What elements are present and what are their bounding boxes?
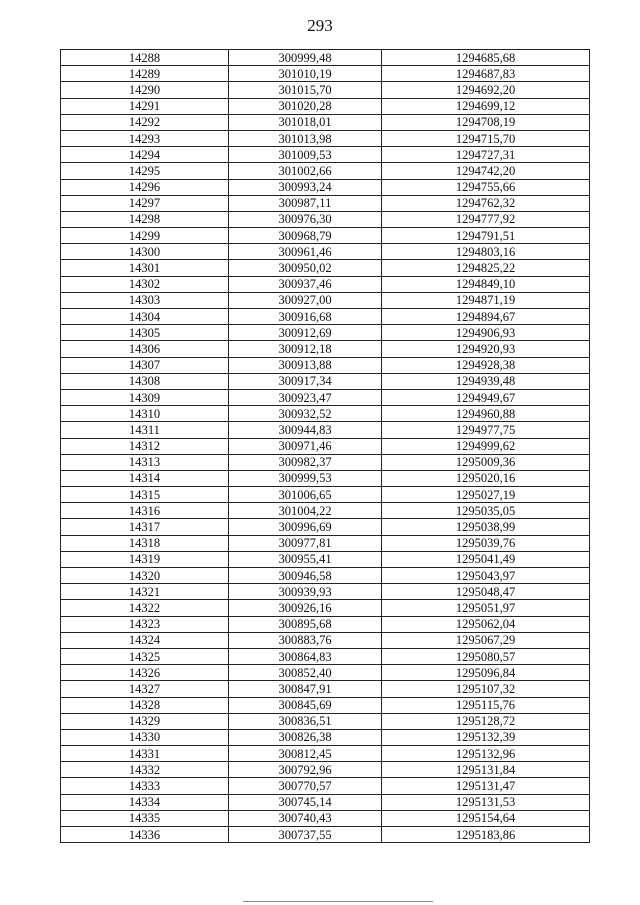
- table-row: [61, 66, 590, 82]
- table-row: [61, 373, 590, 389]
- x-coordinate-cell: 300939,93: [229, 584, 382, 600]
- point-number-cell: 14313: [61, 454, 229, 470]
- x-coordinate-cell: 300812,45: [229, 746, 382, 762]
- page-bottom-divider: [243, 901, 433, 902]
- x-coordinate-cell: 300999,53: [229, 470, 382, 486]
- table-row: [61, 454, 590, 470]
- table-row: [61, 616, 590, 632]
- x-coordinate-cell: 300883,76: [229, 632, 382, 648]
- x-coordinate-cell: 300937,46: [229, 276, 382, 292]
- y-coordinate-cell: 1295107,32: [382, 681, 590, 697]
- table-row: [61, 389, 590, 405]
- table-row: [61, 98, 590, 114]
- table-row: [61, 114, 590, 130]
- y-coordinate-cell: 1294803,16: [382, 244, 590, 260]
- x-coordinate-cell: 300999,48: [229, 50, 382, 66]
- x-coordinate-cell: 301004,22: [229, 503, 382, 519]
- point-number-cell: 14303: [61, 292, 229, 308]
- x-coordinate-cell: 300971,46: [229, 438, 382, 454]
- point-number-cell: 14304: [61, 309, 229, 325]
- table-row: [61, 827, 590, 843]
- point-number-cell: 14310: [61, 406, 229, 422]
- y-coordinate-cell: 1294685,68: [382, 50, 590, 66]
- point-number-cell: 14298: [61, 211, 229, 227]
- table-row: [61, 438, 590, 454]
- y-coordinate-cell: 1294687,83: [382, 66, 590, 82]
- x-coordinate-cell: 300976,30: [229, 211, 382, 227]
- x-coordinate-cell: 300946,58: [229, 568, 382, 584]
- x-coordinate-cell: 301015,70: [229, 82, 382, 98]
- point-number-cell: 14320: [61, 568, 229, 584]
- x-coordinate-cell: 300912,18: [229, 341, 382, 357]
- x-coordinate-cell: 301013,98: [229, 130, 382, 146]
- y-coordinate-cell: 1294755,66: [382, 179, 590, 195]
- x-coordinate-cell: 300913,88: [229, 357, 382, 373]
- y-coordinate-cell: 1294762,32: [382, 195, 590, 211]
- y-coordinate-cell: 1295043,97: [382, 568, 590, 584]
- y-coordinate-cell: 1294949,67: [382, 389, 590, 405]
- table-row: [61, 697, 590, 713]
- y-coordinate-cell: 1295131,47: [382, 778, 590, 794]
- point-number-cell: 14301: [61, 260, 229, 276]
- y-coordinate-cell: 1294999,62: [382, 438, 590, 454]
- table-row: [61, 179, 590, 195]
- y-coordinate-cell: 1295062,04: [382, 616, 590, 632]
- table-row: [61, 568, 590, 584]
- y-coordinate-cell: 1294777,92: [382, 211, 590, 227]
- y-coordinate-cell: 1294825,22: [382, 260, 590, 276]
- point-number-cell: 14329: [61, 713, 229, 729]
- table-row: [61, 276, 590, 292]
- x-coordinate-cell: 300996,69: [229, 519, 382, 535]
- y-coordinate-cell: 1294699,12: [382, 98, 590, 114]
- y-coordinate-cell: 1295051,97: [382, 600, 590, 616]
- x-coordinate-cell: 300864,83: [229, 648, 382, 664]
- table-row: [61, 82, 590, 98]
- point-number-cell: 14331: [61, 746, 229, 762]
- point-number-cell: 14325: [61, 648, 229, 664]
- y-coordinate-cell: 1294692,20: [382, 82, 590, 98]
- x-coordinate-cell: 301002,66: [229, 163, 382, 179]
- x-coordinate-cell: 300982,37: [229, 454, 382, 470]
- point-number-cell: 14297: [61, 195, 229, 211]
- table-row: [61, 341, 590, 357]
- y-coordinate-cell: 1294939,48: [382, 373, 590, 389]
- table-row: [61, 681, 590, 697]
- point-number-cell: 14289: [61, 66, 229, 82]
- x-coordinate-cell: 300770,57: [229, 778, 382, 794]
- y-coordinate-cell: 1294871,19: [382, 292, 590, 308]
- y-coordinate-cell: 1294920,93: [382, 341, 590, 357]
- table-row: [61, 632, 590, 648]
- table-row: [61, 260, 590, 276]
- y-coordinate-cell: 1295183,86: [382, 827, 590, 843]
- table-row: [61, 357, 590, 373]
- x-coordinate-cell: 300944,83: [229, 422, 382, 438]
- y-coordinate-cell: 1294977,75: [382, 422, 590, 438]
- point-number-cell: 14321: [61, 584, 229, 600]
- y-coordinate-cell: 1294727,31: [382, 147, 590, 163]
- table-row: [61, 130, 590, 146]
- point-number-cell: 14294: [61, 147, 229, 163]
- point-number-cell: 14327: [61, 681, 229, 697]
- y-coordinate-cell: 1294906,93: [382, 325, 590, 341]
- point-number-cell: 14291: [61, 98, 229, 114]
- y-coordinate-cell: 1295009,36: [382, 454, 590, 470]
- point-number-cell: 14311: [61, 422, 229, 438]
- table-row: [61, 503, 590, 519]
- table-row: [61, 292, 590, 308]
- table-row: [61, 519, 590, 535]
- point-number-cell: 14296: [61, 179, 229, 195]
- point-number-cell: 14299: [61, 228, 229, 244]
- table-row: [61, 195, 590, 211]
- x-coordinate-cell: 301006,65: [229, 487, 382, 503]
- y-coordinate-cell: 1295039,76: [382, 535, 590, 551]
- point-number-cell: 14318: [61, 535, 229, 551]
- x-coordinate-cell: 300961,46: [229, 244, 382, 260]
- table-row: [61, 228, 590, 244]
- table-row: [61, 309, 590, 325]
- point-number-cell: 14324: [61, 632, 229, 648]
- table-row: [61, 648, 590, 664]
- x-coordinate-cell: 300895,68: [229, 616, 382, 632]
- point-number-cell: 14309: [61, 389, 229, 405]
- point-number-cell: 14292: [61, 114, 229, 130]
- x-coordinate-cell: 300826,38: [229, 729, 382, 745]
- table-row: [61, 422, 590, 438]
- x-coordinate-cell: 300955,41: [229, 551, 382, 567]
- y-coordinate-cell: 1295131,53: [382, 794, 590, 810]
- x-coordinate-cell: 300923,47: [229, 389, 382, 405]
- point-number-cell: 14332: [61, 762, 229, 778]
- table-row: [61, 551, 590, 567]
- y-coordinate-cell: 1295154,64: [382, 810, 590, 826]
- y-coordinate-cell: 1295096,84: [382, 665, 590, 681]
- y-coordinate-cell: 1295115,76: [382, 697, 590, 713]
- y-coordinate-cell: 1295128,72: [382, 713, 590, 729]
- y-coordinate-cell: 1295035,05: [382, 503, 590, 519]
- point-number-cell: 14333: [61, 778, 229, 794]
- point-number-cell: 14290: [61, 82, 229, 98]
- y-coordinate-cell: 1295020,16: [382, 470, 590, 486]
- point-number-cell: 14288: [61, 50, 229, 66]
- table-row: [61, 713, 590, 729]
- x-coordinate-cell: 300917,34: [229, 373, 382, 389]
- table-row: [61, 665, 590, 681]
- y-coordinate-cell: 1294715,70: [382, 130, 590, 146]
- point-number-cell: 14300: [61, 244, 229, 260]
- table-row: [61, 762, 590, 778]
- table-row: [61, 211, 590, 227]
- coordinates-table-body: [61, 50, 590, 843]
- point-number-cell: 14302: [61, 276, 229, 292]
- coordinates-table: [60, 49, 590, 843]
- y-coordinate-cell: 1294894,67: [382, 309, 590, 325]
- table-row: [61, 535, 590, 551]
- x-coordinate-cell: 300852,40: [229, 665, 382, 681]
- x-coordinate-cell: 300836,51: [229, 713, 382, 729]
- x-coordinate-cell: 300912,69: [229, 325, 382, 341]
- y-coordinate-cell: 1294960,88: [382, 406, 590, 422]
- point-number-cell: 14315: [61, 487, 229, 503]
- point-number-cell: 14326: [61, 665, 229, 681]
- point-number-cell: 14293: [61, 130, 229, 146]
- y-coordinate-cell: 1295132,39: [382, 729, 590, 745]
- x-coordinate-cell: 301009,53: [229, 147, 382, 163]
- y-coordinate-cell: 1295067,29: [382, 632, 590, 648]
- point-number-cell: 14308: [61, 373, 229, 389]
- x-coordinate-cell: 301018,01: [229, 114, 382, 130]
- x-coordinate-cell: 300987,11: [229, 195, 382, 211]
- point-number-cell: 14314: [61, 470, 229, 486]
- point-number-cell: 14334: [61, 794, 229, 810]
- x-coordinate-cell: 300977,81: [229, 535, 382, 551]
- point-number-cell: 14328: [61, 697, 229, 713]
- y-coordinate-cell: 1294708,19: [382, 114, 590, 130]
- point-number-cell: 14312: [61, 438, 229, 454]
- table-row: [61, 406, 590, 422]
- point-number-cell: 14316: [61, 503, 229, 519]
- point-number-cell: 14322: [61, 600, 229, 616]
- point-number-cell: 14336: [61, 827, 229, 843]
- table-row: [61, 163, 590, 179]
- point-number-cell: 14307: [61, 357, 229, 373]
- y-coordinate-cell: 1295132,96: [382, 746, 590, 762]
- table-row: [61, 584, 590, 600]
- point-number-cell: 14317: [61, 519, 229, 535]
- y-coordinate-cell: 1295038,99: [382, 519, 590, 535]
- x-coordinate-cell: 300847,91: [229, 681, 382, 697]
- x-coordinate-cell: 300993,24: [229, 179, 382, 195]
- y-coordinate-cell: 1294742,20: [382, 163, 590, 179]
- x-coordinate-cell: 300968,79: [229, 228, 382, 244]
- y-coordinate-cell: 1294791,51: [382, 228, 590, 244]
- x-coordinate-cell: 301010,19: [229, 66, 382, 82]
- x-coordinate-cell: 300745,14: [229, 794, 382, 810]
- table-row: [61, 778, 590, 794]
- y-coordinate-cell: 1295048,47: [382, 584, 590, 600]
- page-number: 293: [307, 16, 333, 35]
- x-coordinate-cell: 300737,55: [229, 827, 382, 843]
- point-number-cell: 14323: [61, 616, 229, 632]
- point-number-cell: 14295: [61, 163, 229, 179]
- x-coordinate-cell: 300932,52: [229, 406, 382, 422]
- point-number-cell: 14319: [61, 551, 229, 567]
- table-row: [61, 325, 590, 341]
- x-coordinate-cell: 300792,96: [229, 762, 382, 778]
- point-number-cell: 14306: [61, 341, 229, 357]
- table-row: [61, 746, 590, 762]
- x-coordinate-cell: 300950,02: [229, 260, 382, 276]
- x-coordinate-cell: 300845,69: [229, 697, 382, 713]
- y-coordinate-cell: 1294928,38: [382, 357, 590, 373]
- y-coordinate-cell: 1295080,57: [382, 648, 590, 664]
- x-coordinate-cell: 301020,28: [229, 98, 382, 114]
- point-number-cell: 14305: [61, 325, 229, 341]
- table-row: [61, 244, 590, 260]
- table-row: [61, 470, 590, 486]
- table-row: [61, 810, 590, 826]
- y-coordinate-cell: 1295041,49: [382, 551, 590, 567]
- table-row: [61, 729, 590, 745]
- table-row: [61, 50, 590, 66]
- y-coordinate-cell: 1295027,19: [382, 487, 590, 503]
- table-row: [61, 487, 590, 503]
- y-coordinate-cell: 1295131,84: [382, 762, 590, 778]
- table-row: [61, 600, 590, 616]
- x-coordinate-cell: 300916,68: [229, 309, 382, 325]
- x-coordinate-cell: 300740,43: [229, 810, 382, 826]
- table-row: [61, 794, 590, 810]
- table-row: [61, 147, 590, 163]
- point-number-cell: 14330: [61, 729, 229, 745]
- y-coordinate-cell: 1294849,10: [382, 276, 590, 292]
- point-number-cell: 14335: [61, 810, 229, 826]
- x-coordinate-cell: 300927,00: [229, 292, 382, 308]
- x-coordinate-cell: 300926,16: [229, 600, 382, 616]
